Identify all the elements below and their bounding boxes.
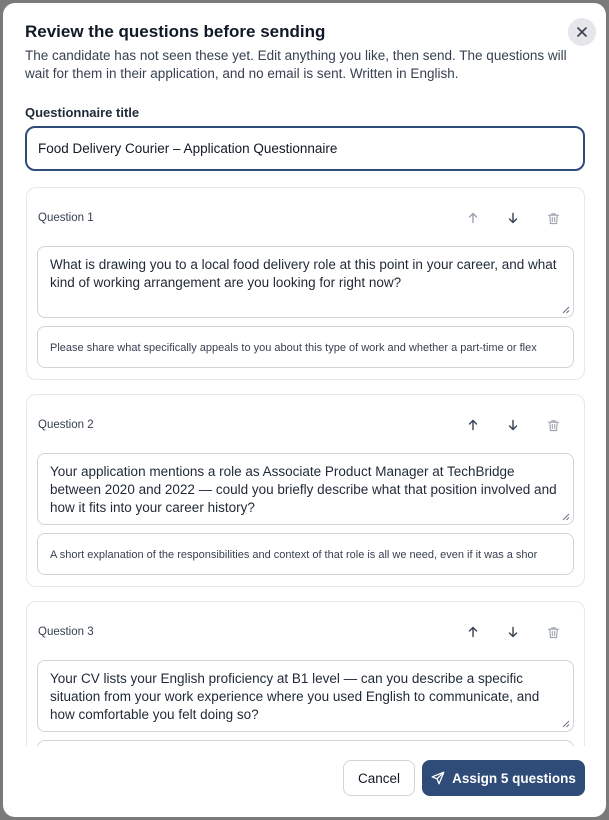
move-down-button[interactable] xyxy=(503,208,523,228)
question-label: Question 3 xyxy=(38,626,94,638)
resize-handle-icon[interactable] xyxy=(562,720,570,728)
question-actions xyxy=(463,622,573,642)
dialog-description: The candidate has not seen these yet. Edit anything you like, then send. The questions will wait for them in their application, and no email is sent. Written in English. xyxy=(25,48,567,81)
arrow-up-icon xyxy=(467,626,479,638)
arrow-down-icon xyxy=(507,212,519,224)
resize-handle-icon[interactable] xyxy=(562,306,570,314)
move-down-button[interactable] xyxy=(503,415,523,435)
questionnaire-title-label: Questionnaire title xyxy=(25,105,140,120)
question-text-field[interactable] xyxy=(37,453,574,525)
trash-icon xyxy=(547,212,560,225)
delete-question-button[interactable] xyxy=(543,208,563,228)
arrow-up-icon xyxy=(467,212,479,224)
dialog-title: Review the questions before sending xyxy=(25,22,326,41)
question-hint-field[interactable]: Please share what specifically appeals to you about this type of work and whether a part-time or flex xyxy=(37,326,574,368)
assign-questions-button[interactable] xyxy=(422,760,585,796)
question-actions xyxy=(463,208,573,228)
close-button[interactable] xyxy=(568,18,596,46)
delete-question-button[interactable] xyxy=(543,622,563,642)
question-text-field[interactable] xyxy=(37,660,574,732)
move-up-button[interactable] xyxy=(463,622,483,642)
send-icon xyxy=(431,771,445,785)
arrow-up-icon xyxy=(467,419,479,431)
question-text: Your application mentions a role as Associate Product Manager at TechBridge between 2020 and 2022 — could you briefly describe what that position involved and how it fits into your career history? xyxy=(50,464,557,515)
move-down-button[interactable] xyxy=(503,622,523,642)
questions-list[interactable] xyxy=(3,184,606,746)
question-card xyxy=(26,601,585,746)
question-text: Your CV lists your English proficiency at B1 level — can you describe a specific situation from your work experience where you used English to communicate, and how comfortable you felt doing so? xyxy=(50,671,540,722)
question-label: Question 1 xyxy=(38,212,94,224)
cancel-button[interactable]: Cancel xyxy=(343,760,415,796)
question-card xyxy=(26,394,585,587)
resize-handle-icon[interactable] xyxy=(562,513,570,521)
assign-button-label: Assign 5 questions xyxy=(452,770,576,786)
close-icon xyxy=(576,26,588,38)
questionnaire-title-input[interactable] xyxy=(25,126,585,171)
question-text-field[interactable] xyxy=(37,246,574,318)
trash-icon xyxy=(547,626,560,639)
move-up-button[interactable] xyxy=(463,208,483,228)
question-hint-field[interactable]: A short explanation of the responsibilities and context of that role is all we need, even if it was a shor xyxy=(37,533,574,575)
question-text: What is drawing you to a local food delivery role at this point in your career, and what kind of working arrangement are you looking for right now? xyxy=(50,257,557,290)
question-label: Question 2 xyxy=(38,419,94,431)
move-up-button[interactable] xyxy=(463,415,483,435)
arrow-down-icon xyxy=(507,626,519,638)
review-questions-dialog xyxy=(3,3,606,817)
question-card xyxy=(26,187,585,380)
trash-icon xyxy=(547,419,560,432)
arrow-down-icon xyxy=(507,419,519,431)
question-actions xyxy=(463,415,573,435)
delete-question-button[interactable] xyxy=(543,415,563,435)
footer-divider xyxy=(3,746,606,747)
